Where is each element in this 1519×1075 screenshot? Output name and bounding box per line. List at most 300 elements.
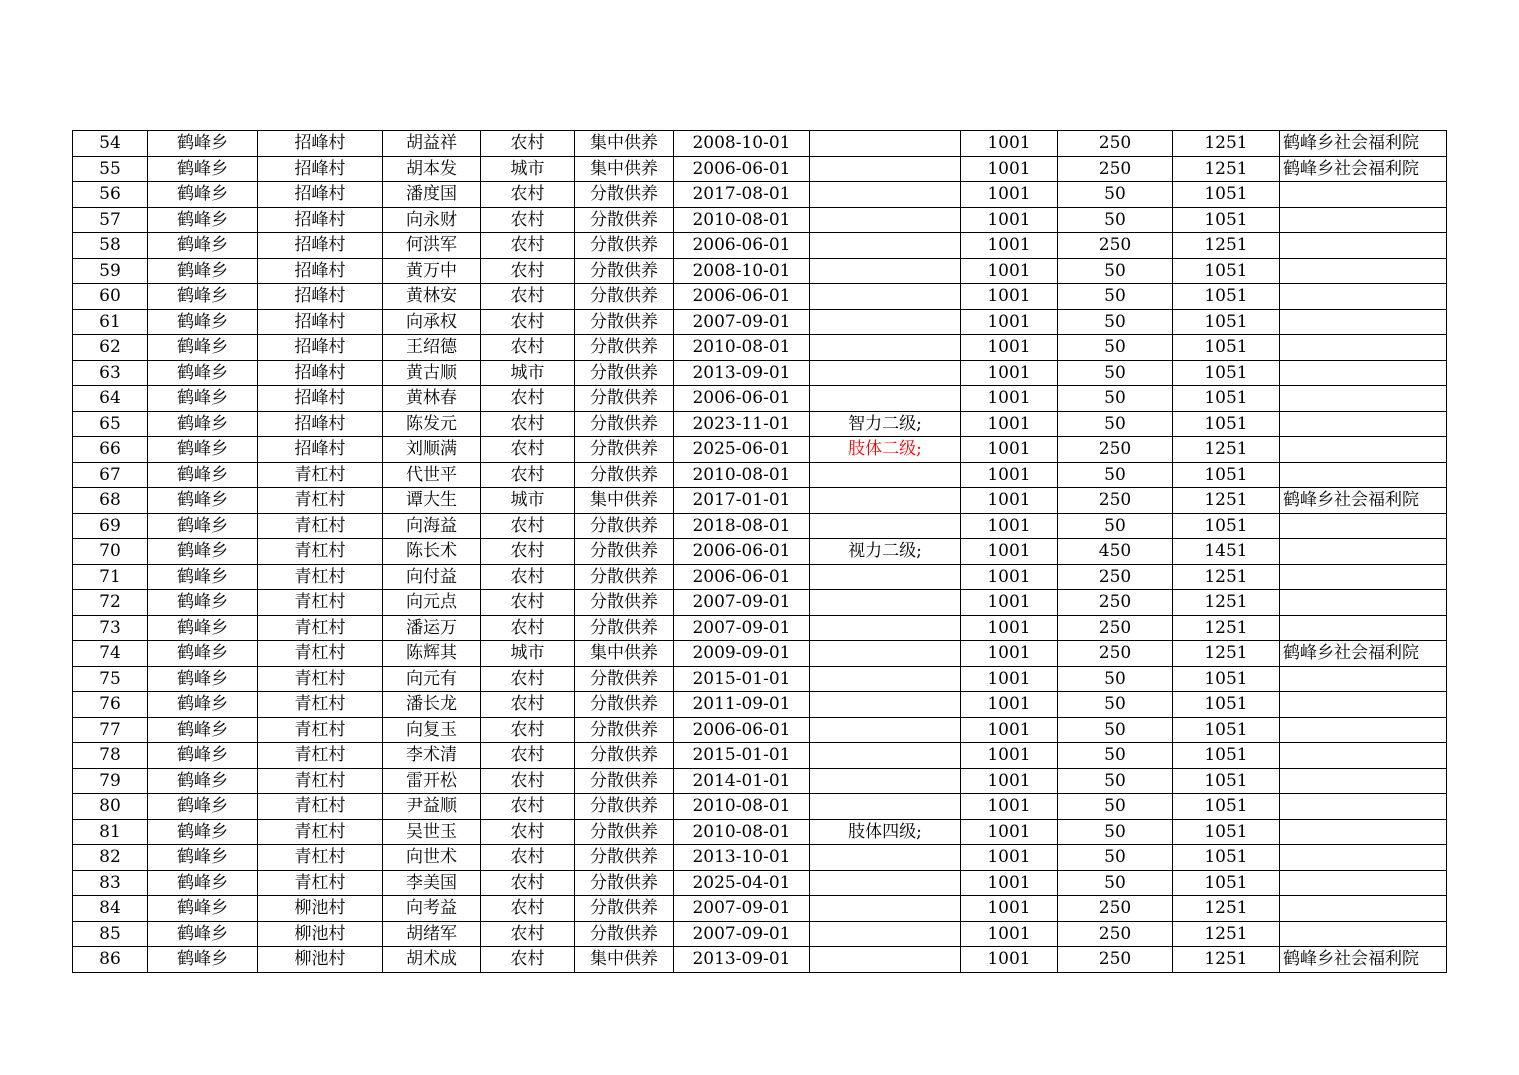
cell-support-type: 分散供养 <box>575 564 674 590</box>
table-row <box>73 360 1447 386</box>
table-row <box>73 641 1447 667</box>
cell-start-date: 2006-06-01 <box>674 233 810 259</box>
cell-total-amount: 1051 <box>1173 462 1280 488</box>
cell-base-amount: 1001 <box>961 258 1058 284</box>
cell-serial-number: 69 <box>73 513 148 539</box>
cell-household-type: 农村 <box>481 258 575 284</box>
cell-start-date: 2023-11-01 <box>674 411 810 437</box>
cell-disability-level <box>810 845 961 871</box>
cell-institution <box>1280 411 1447 437</box>
cell-township: 鹤峰乡 <box>148 819 258 845</box>
cell-township: 鹤峰乡 <box>148 947 258 973</box>
cell-household-type: 农村 <box>481 462 575 488</box>
cell-person-name: 陈辉其 <box>383 641 481 667</box>
cell-township: 鹤峰乡 <box>148 233 258 259</box>
cell-township: 鹤峰乡 <box>148 921 258 947</box>
cell-institution <box>1280 896 1447 922</box>
cell-support-type: 分散供养 <box>575 335 674 361</box>
cell-base-amount: 1001 <box>961 870 1058 896</box>
cell-institution <box>1280 666 1447 692</box>
cell-village: 青杠村 <box>258 717 383 743</box>
cell-disability-level <box>810 590 961 616</box>
cell-township: 鹤峰乡 <box>148 539 258 565</box>
cell-start-date: 2013-09-01 <box>674 947 810 973</box>
cell-start-date: 2009-09-01 <box>674 641 810 667</box>
table-row <box>73 794 1447 820</box>
cell-village: 青杠村 <box>258 845 383 871</box>
cell-support-type: 分散供养 <box>575 768 674 794</box>
cell-disability-level <box>810 131 961 157</box>
table-row <box>73 870 1447 896</box>
table-row <box>73 768 1447 794</box>
cell-person-name: 黄古顺 <box>383 360 481 386</box>
cell-disability-level <box>810 513 961 539</box>
cell-person-name: 胡绪军 <box>383 921 481 947</box>
cell-township: 鹤峰乡 <box>148 258 258 284</box>
cell-person-name: 刘顺满 <box>383 437 481 463</box>
cell-disability-level <box>810 182 961 208</box>
cell-extra-amount: 50 <box>1058 207 1173 233</box>
cell-serial-number: 84 <box>73 896 148 922</box>
cell-disability-level: 肢体四级; <box>810 819 961 845</box>
cell-extra-amount: 250 <box>1058 564 1173 590</box>
cell-village: 青杠村 <box>258 819 383 845</box>
cell-serial-number: 74 <box>73 641 148 667</box>
cell-person-name: 雷开松 <box>383 768 481 794</box>
table-row <box>73 845 1447 871</box>
cell-extra-amount: 50 <box>1058 386 1173 412</box>
cell-person-name: 谭大生 <box>383 488 481 514</box>
table-row <box>73 411 1447 437</box>
cell-household-type: 城市 <box>481 156 575 182</box>
cell-total-amount: 1051 <box>1173 309 1280 335</box>
cell-village: 青杠村 <box>258 692 383 718</box>
cell-household-type: 农村 <box>481 819 575 845</box>
table-row <box>73 131 1447 157</box>
cell-start-date: 2007-09-01 <box>674 921 810 947</box>
cell-total-amount: 1251 <box>1173 921 1280 947</box>
table-row <box>73 615 1447 641</box>
cell-person-name: 黄林春 <box>383 386 481 412</box>
cell-person-name: 代世平 <box>383 462 481 488</box>
cell-support-type: 集中供养 <box>575 488 674 514</box>
cell-institution <box>1280 462 1447 488</box>
cell-total-amount: 1251 <box>1173 156 1280 182</box>
cell-support-type: 分散供养 <box>575 870 674 896</box>
cell-support-type: 分散供养 <box>575 182 674 208</box>
cell-support-type: 集中供养 <box>575 131 674 157</box>
cell-disability-level: 视力二级; <box>810 539 961 565</box>
cell-person-name: 何洪军 <box>383 233 481 259</box>
cell-start-date: 2010-08-01 <box>674 462 810 488</box>
cell-village: 青杠村 <box>258 743 383 769</box>
cell-village: 青杠村 <box>258 615 383 641</box>
cell-support-type: 分散供养 <box>575 462 674 488</box>
cell-start-date: 2017-01-01 <box>674 488 810 514</box>
cell-village: 招峰村 <box>258 284 383 310</box>
cell-person-name: 潘运万 <box>383 615 481 641</box>
cell-base-amount: 1001 <box>961 284 1058 310</box>
cell-institution: 鹤峰乡社会福利院 <box>1280 488 1447 514</box>
cell-disability-level <box>810 768 961 794</box>
cell-extra-amount: 50 <box>1058 870 1173 896</box>
cell-support-type: 分散供养 <box>575 921 674 947</box>
cell-base-amount: 1001 <box>961 896 1058 922</box>
cell-extra-amount: 50 <box>1058 768 1173 794</box>
cell-village: 青杠村 <box>258 794 383 820</box>
cell-total-amount: 1051 <box>1173 845 1280 871</box>
cell-total-amount: 1051 <box>1173 513 1280 539</box>
cell-base-amount: 1001 <box>961 590 1058 616</box>
cell-support-type: 集中供养 <box>575 156 674 182</box>
table-row <box>73 182 1447 208</box>
cell-support-type: 分散供养 <box>575 845 674 871</box>
cell-extra-amount: 50 <box>1058 513 1173 539</box>
cell-disability-level <box>810 717 961 743</box>
cell-total-amount: 1251 <box>1173 488 1280 514</box>
cell-start-date: 2008-10-01 <box>674 258 810 284</box>
cell-serial-number: 64 <box>73 386 148 412</box>
cell-extra-amount: 250 <box>1058 921 1173 947</box>
cell-person-name: 黄万中 <box>383 258 481 284</box>
cell-person-name: 胡益祥 <box>383 131 481 157</box>
cell-total-amount: 1251 <box>1173 641 1280 667</box>
cell-support-type: 分散供养 <box>575 794 674 820</box>
cell-disability-level <box>810 870 961 896</box>
cell-total-amount: 1051 <box>1173 794 1280 820</box>
cell-support-type: 集中供养 <box>575 641 674 667</box>
cell-serial-number: 68 <box>73 488 148 514</box>
cell-start-date: 2010-08-01 <box>674 207 810 233</box>
cell-total-amount: 1251 <box>1173 564 1280 590</box>
cell-village: 招峰村 <box>258 335 383 361</box>
cell-person-name: 胡本发 <box>383 156 481 182</box>
cell-base-amount: 1001 <box>961 156 1058 182</box>
cell-household-type: 农村 <box>481 335 575 361</box>
cell-township: 鹤峰乡 <box>148 284 258 310</box>
cell-household-type: 农村 <box>481 615 575 641</box>
cell-disability-level <box>810 207 961 233</box>
cell-serial-number: 70 <box>73 539 148 565</box>
cell-start-date: 2025-06-01 <box>674 437 810 463</box>
cell-start-date: 2007-09-01 <box>674 896 810 922</box>
cell-total-amount: 1051 <box>1173 258 1280 284</box>
cell-disability-level <box>810 794 961 820</box>
cell-start-date: 2017-08-01 <box>674 182 810 208</box>
cell-serial-number: 54 <box>73 131 148 157</box>
cell-person-name: 陈长术 <box>383 539 481 565</box>
cell-total-amount: 1051 <box>1173 768 1280 794</box>
cell-total-amount: 1251 <box>1173 947 1280 973</box>
cell-township: 鹤峰乡 <box>148 743 258 769</box>
cell-base-amount: 1001 <box>961 437 1058 463</box>
cell-base-amount: 1001 <box>961 335 1058 361</box>
cell-extra-amount: 250 <box>1058 947 1173 973</box>
cell-start-date: 2008-10-01 <box>674 131 810 157</box>
cell-household-type: 城市 <box>481 360 575 386</box>
cell-base-amount: 1001 <box>961 564 1058 590</box>
cell-start-date: 2007-09-01 <box>674 309 810 335</box>
cell-extra-amount: 50 <box>1058 182 1173 208</box>
cell-total-amount: 1051 <box>1173 819 1280 845</box>
cell-start-date: 2010-08-01 <box>674 819 810 845</box>
cell-support-type: 分散供养 <box>575 539 674 565</box>
cell-person-name: 潘度国 <box>383 182 481 208</box>
cell-serial-number: 59 <box>73 258 148 284</box>
cell-extra-amount: 250 <box>1058 896 1173 922</box>
cell-extra-amount: 50 <box>1058 845 1173 871</box>
table-row <box>73 539 1447 565</box>
cell-person-name: 向考益 <box>383 896 481 922</box>
cell-village: 招峰村 <box>258 309 383 335</box>
cell-start-date: 2015-01-01 <box>674 743 810 769</box>
cell-base-amount: 1001 <box>961 615 1058 641</box>
cell-household-type: 农村 <box>481 182 575 208</box>
cell-serial-number: 61 <box>73 309 148 335</box>
cell-serial-number: 66 <box>73 437 148 463</box>
cell-township: 鹤峰乡 <box>148 870 258 896</box>
cell-extra-amount: 50 <box>1058 666 1173 692</box>
cell-village: 青杠村 <box>258 768 383 794</box>
cell-township: 鹤峰乡 <box>148 207 258 233</box>
cell-institution: 鹤峰乡社会福利院 <box>1280 641 1447 667</box>
cell-serial-number: 83 <box>73 870 148 896</box>
table-row <box>73 335 1447 361</box>
cell-disability-level <box>810 615 961 641</box>
cell-serial-number: 65 <box>73 411 148 437</box>
cell-household-type: 农村 <box>481 590 575 616</box>
cell-serial-number: 67 <box>73 462 148 488</box>
cell-village: 青杠村 <box>258 870 383 896</box>
cell-base-amount: 1001 <box>961 717 1058 743</box>
cell-institution <box>1280 233 1447 259</box>
cell-person-name: 潘长龙 <box>383 692 481 718</box>
cell-total-amount: 1251 <box>1173 615 1280 641</box>
cell-institution <box>1280 590 1447 616</box>
cell-serial-number: 81 <box>73 819 148 845</box>
cell-village: 招峰村 <box>258 131 383 157</box>
cell-extra-amount: 50 <box>1058 717 1173 743</box>
cell-serial-number: 80 <box>73 794 148 820</box>
cell-base-amount: 1001 <box>961 845 1058 871</box>
cell-disability-level <box>810 666 961 692</box>
cell-serial-number: 57 <box>73 207 148 233</box>
cell-support-type: 分散供养 <box>575 692 674 718</box>
cell-base-amount: 1001 <box>961 641 1058 667</box>
cell-serial-number: 55 <box>73 156 148 182</box>
cell-base-amount: 1001 <box>961 462 1058 488</box>
cell-extra-amount: 50 <box>1058 462 1173 488</box>
cell-support-type: 分散供养 <box>575 743 674 769</box>
cell-household-type: 农村 <box>481 386 575 412</box>
cell-start-date: 2010-08-01 <box>674 794 810 820</box>
cell-serial-number: 63 <box>73 360 148 386</box>
cell-institution: 鹤峰乡社会福利院 <box>1280 947 1447 973</box>
cell-village: 招峰村 <box>258 360 383 386</box>
cell-serial-number: 56 <box>73 182 148 208</box>
cell-village: 招峰村 <box>258 182 383 208</box>
cell-start-date: 2006-06-01 <box>674 717 810 743</box>
cell-township: 鹤峰乡 <box>148 411 258 437</box>
cell-support-type: 分散供养 <box>575 717 674 743</box>
cell-household-type: 农村 <box>481 717 575 743</box>
cell-institution <box>1280 717 1447 743</box>
cell-support-type: 分散供养 <box>575 666 674 692</box>
cell-extra-amount: 50 <box>1058 411 1173 437</box>
cell-extra-amount: 50 <box>1058 258 1173 284</box>
table-row <box>73 284 1447 310</box>
cell-person-name: 李美国 <box>383 870 481 896</box>
cell-township: 鹤峰乡 <box>148 513 258 539</box>
cell-household-type: 农村 <box>481 896 575 922</box>
cell-township: 鹤峰乡 <box>148 564 258 590</box>
cell-disability-level <box>810 921 961 947</box>
cell-start-date: 2013-09-01 <box>674 360 810 386</box>
table-row <box>73 666 1447 692</box>
table-row <box>73 488 1447 514</box>
cell-extra-amount: 250 <box>1058 156 1173 182</box>
cell-extra-amount: 50 <box>1058 284 1173 310</box>
cell-institution <box>1280 845 1447 871</box>
cell-extra-amount: 250 <box>1058 488 1173 514</box>
cell-institution <box>1280 921 1447 947</box>
cell-disability-level <box>810 564 961 590</box>
cell-base-amount: 1001 <box>961 794 1058 820</box>
cell-base-amount: 1001 <box>961 233 1058 259</box>
cell-village: 青杠村 <box>258 539 383 565</box>
cell-support-type: 分散供养 <box>575 284 674 310</box>
cell-disability-level <box>810 641 961 667</box>
cell-institution <box>1280 284 1447 310</box>
cell-household-type: 农村 <box>481 692 575 718</box>
cell-township: 鹤峰乡 <box>148 692 258 718</box>
cell-base-amount: 1001 <box>961 692 1058 718</box>
table-row <box>73 717 1447 743</box>
cell-person-name: 陈发元 <box>383 411 481 437</box>
cell-extra-amount: 250 <box>1058 641 1173 667</box>
cell-disability-level <box>810 233 961 259</box>
cell-institution: 鹤峰乡社会福利院 <box>1280 156 1447 182</box>
cell-household-type: 农村 <box>481 539 575 565</box>
cell-serial-number: 73 <box>73 615 148 641</box>
cell-serial-number: 60 <box>73 284 148 310</box>
cell-township: 鹤峰乡 <box>148 768 258 794</box>
cell-total-amount: 1051 <box>1173 284 1280 310</box>
cell-household-type: 农村 <box>481 743 575 769</box>
cell-disability-level <box>810 896 961 922</box>
cell-village: 青杠村 <box>258 488 383 514</box>
table-row <box>73 819 1447 845</box>
cell-serial-number: 76 <box>73 692 148 718</box>
cell-serial-number: 77 <box>73 717 148 743</box>
cell-extra-amount: 50 <box>1058 309 1173 335</box>
cell-institution <box>1280 437 1447 463</box>
cell-start-date: 2006-06-01 <box>674 564 810 590</box>
cell-base-amount: 1001 <box>961 488 1058 514</box>
cell-support-type: 分散供养 <box>575 233 674 259</box>
cell-total-amount: 1051 <box>1173 335 1280 361</box>
cell-village: 招峰村 <box>258 386 383 412</box>
cell-support-type: 集中供养 <box>575 947 674 973</box>
cell-support-type: 分散供养 <box>575 896 674 922</box>
cell-village: 招峰村 <box>258 156 383 182</box>
cell-institution <box>1280 386 1447 412</box>
cell-institution <box>1280 513 1447 539</box>
cell-institution <box>1280 360 1447 386</box>
cell-disability-level <box>810 335 961 361</box>
cell-base-amount: 1001 <box>961 921 1058 947</box>
cell-household-type: 农村 <box>481 870 575 896</box>
cell-support-type: 分散供养 <box>575 207 674 233</box>
cell-township: 鹤峰乡 <box>148 717 258 743</box>
cell-disability-level <box>810 947 961 973</box>
table-row <box>73 513 1447 539</box>
cell-start-date: 2010-08-01 <box>674 335 810 361</box>
cell-village: 青杠村 <box>258 513 383 539</box>
table-body <box>73 131 1447 973</box>
cell-village: 招峰村 <box>258 411 383 437</box>
cell-total-amount: 1051 <box>1173 717 1280 743</box>
cell-support-type: 分散供养 <box>575 437 674 463</box>
cell-township: 鹤峰乡 <box>148 488 258 514</box>
cell-township: 鹤峰乡 <box>148 615 258 641</box>
cell-township: 鹤峰乡 <box>148 590 258 616</box>
cell-person-name: 黄林安 <box>383 284 481 310</box>
cell-household-type: 城市 <box>481 488 575 514</box>
cell-village: 招峰村 <box>258 437 383 463</box>
cell-person-name: 胡术成 <box>383 947 481 973</box>
cell-extra-amount: 50 <box>1058 335 1173 361</box>
cell-support-type: 分散供养 <box>575 360 674 386</box>
cell-total-amount: 1051 <box>1173 207 1280 233</box>
cell-serial-number: 85 <box>73 921 148 947</box>
cell-household-type: 农村 <box>481 845 575 871</box>
cell-township: 鹤峰乡 <box>148 437 258 463</box>
cell-institution <box>1280 539 1447 565</box>
cell-household-type: 农村 <box>481 207 575 233</box>
cell-serial-number: 72 <box>73 590 148 616</box>
cell-base-amount: 1001 <box>961 819 1058 845</box>
cell-institution <box>1280 615 1447 641</box>
cell-township: 鹤峰乡 <box>148 666 258 692</box>
cell-institution <box>1280 309 1447 335</box>
cell-disability-level <box>810 360 961 386</box>
cell-base-amount: 1001 <box>961 947 1058 973</box>
cell-village: 招峰村 <box>258 207 383 233</box>
cell-disability-level <box>810 488 961 514</box>
cell-extra-amount: 50 <box>1058 692 1173 718</box>
cell-extra-amount: 250 <box>1058 615 1173 641</box>
cell-household-type: 农村 <box>481 437 575 463</box>
cell-disability-level <box>810 284 961 310</box>
cell-village: 青杠村 <box>258 641 383 667</box>
cell-serial-number: 58 <box>73 233 148 259</box>
cell-support-type: 分散供养 <box>575 411 674 437</box>
cell-total-amount: 1051 <box>1173 182 1280 208</box>
cell-start-date: 2011-09-01 <box>674 692 810 718</box>
cell-serial-number: 71 <box>73 564 148 590</box>
cell-extra-amount: 50 <box>1058 743 1173 769</box>
cell-serial-number: 62 <box>73 335 148 361</box>
cell-start-date: 2007-09-01 <box>674 590 810 616</box>
cell-support-type: 分散供养 <box>575 513 674 539</box>
cell-household-type: 农村 <box>481 309 575 335</box>
table-row <box>73 258 1447 284</box>
data-table <box>72 130 1447 973</box>
cell-household-type: 农村 <box>481 564 575 590</box>
cell-township: 鹤峰乡 <box>148 641 258 667</box>
table-row <box>73 590 1447 616</box>
